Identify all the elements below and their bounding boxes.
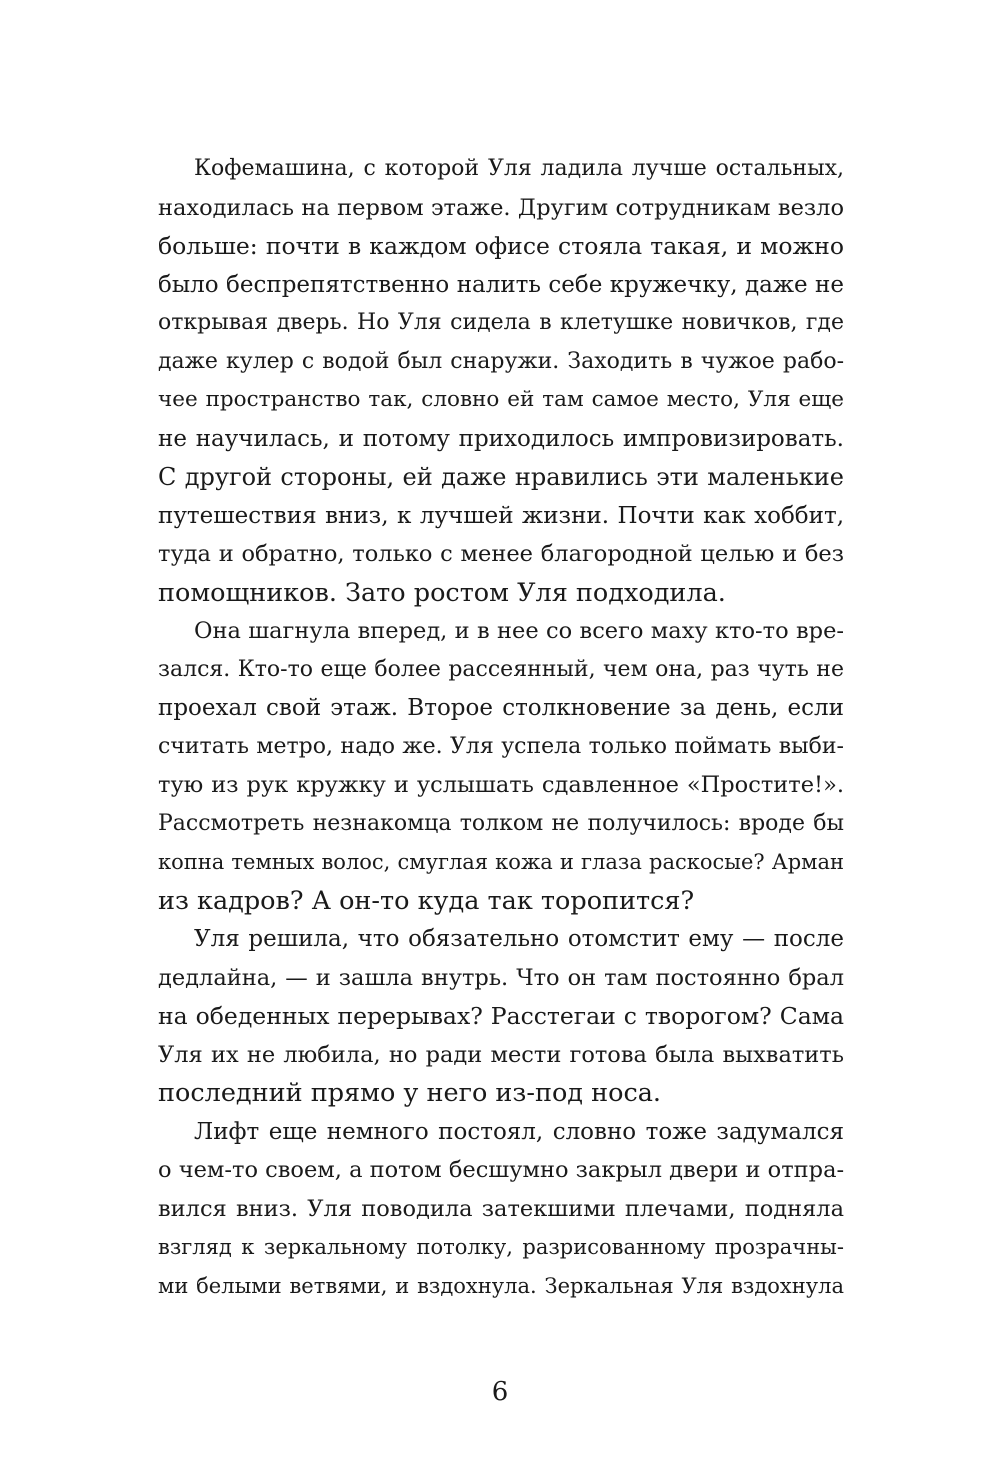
text-line: взгляд к зеркальному потолку, разрисованному прозрачны- [158, 1235, 844, 1259]
text-line: дедлайна, — и зашла внутрь. Что он там постоянно брал [158, 964, 844, 991]
text-line: зался. Кто-то еще более рассеянный, чем она, раз чуть не [158, 656, 844, 682]
page-number: 6 [491, 1377, 509, 1407]
text-line: С другой стороны, ей даже нравились эти маленькие [158, 463, 844, 491]
paragraph [158, 150, 844, 612]
text-line: больше: почти в каждом офисе стояла такая, и можно [158, 232, 844, 260]
paragraph [158, 612, 844, 920]
text-line: последний прямо у него из-под носа. [158, 1078, 662, 1108]
text-line: даже кулер с водой был снаружи. Заходить в чужое рабо- [158, 348, 844, 374]
text-line: тую из рук кружку и услышать сдавленное «Простите!». [158, 772, 844, 798]
text-line: Уля решила, что обязательно отомстит ему — после [194, 926, 844, 952]
text-line: не научилась, и потому приходилось импровизировать. [158, 425, 844, 452]
text-line: Она шагнула вперед, и в нее со всего маху кто-то вре- [194, 618, 844, 644]
text-line: считать метро, надо же. Уля успела только поймать выби- [158, 733, 844, 759]
text-line: копна темных волос, смуглая кожа и глаза раскосые? Арман [158, 850, 844, 874]
text-line: из кадров? А он-то куда так торопится? [158, 885, 695, 916]
text-line: чее пространство так, словно ей там самое место, Уля еще [158, 387, 844, 412]
text-line: проехал свой этаж. Второе столкновение за день, если [158, 695, 844, 721]
text-line: было беспрепятственно налить себе кружечку, даже не [158, 271, 844, 298]
text-line: Кофемашина, с которой Уля ладила лучше остальных, [194, 156, 844, 181]
text-line: Уля их не любила, но ради мести готова была выхватить [158, 1041, 844, 1068]
text-line: о чем-то своем, а потом бесшумно закрыл двери и отпра- [158, 1157, 845, 1183]
text-line: вился вниз. Уля поводила затекшими плечами, подняла [158, 1195, 844, 1222]
paragraph [158, 1113, 844, 1306]
text-line: на обеденных перерывах? Расстегаи с творогом? Сама [158, 1002, 844, 1030]
text-line: туда и обратно, только с менее благородной целью и без [158, 541, 844, 567]
text-line: ми белыми ветвями, и вздохнула. Зеркальная Уля вздохнула [158, 1273, 844, 1298]
paragraph [158, 920, 844, 1113]
text-line: Лифт еще немного постоял, словно тоже задумался [194, 1118, 844, 1145]
text-line: открывая дверь. Но Уля сидела в клетушке новичков, где [158, 310, 844, 335]
text-line: находилась на первом этаже. Другим сотрудникам везло [158, 194, 844, 221]
text-line: Рассмотреть незнакомца толком не получилось: вроде бы [158, 810, 844, 836]
text-line: путешествия вниз, к лучшей жизни. Почти как хоббит, [158, 502, 844, 529]
body-text [158, 150, 844, 1305]
text-line: помощников. Зато ростом Уля подходила. [158, 577, 726, 608]
